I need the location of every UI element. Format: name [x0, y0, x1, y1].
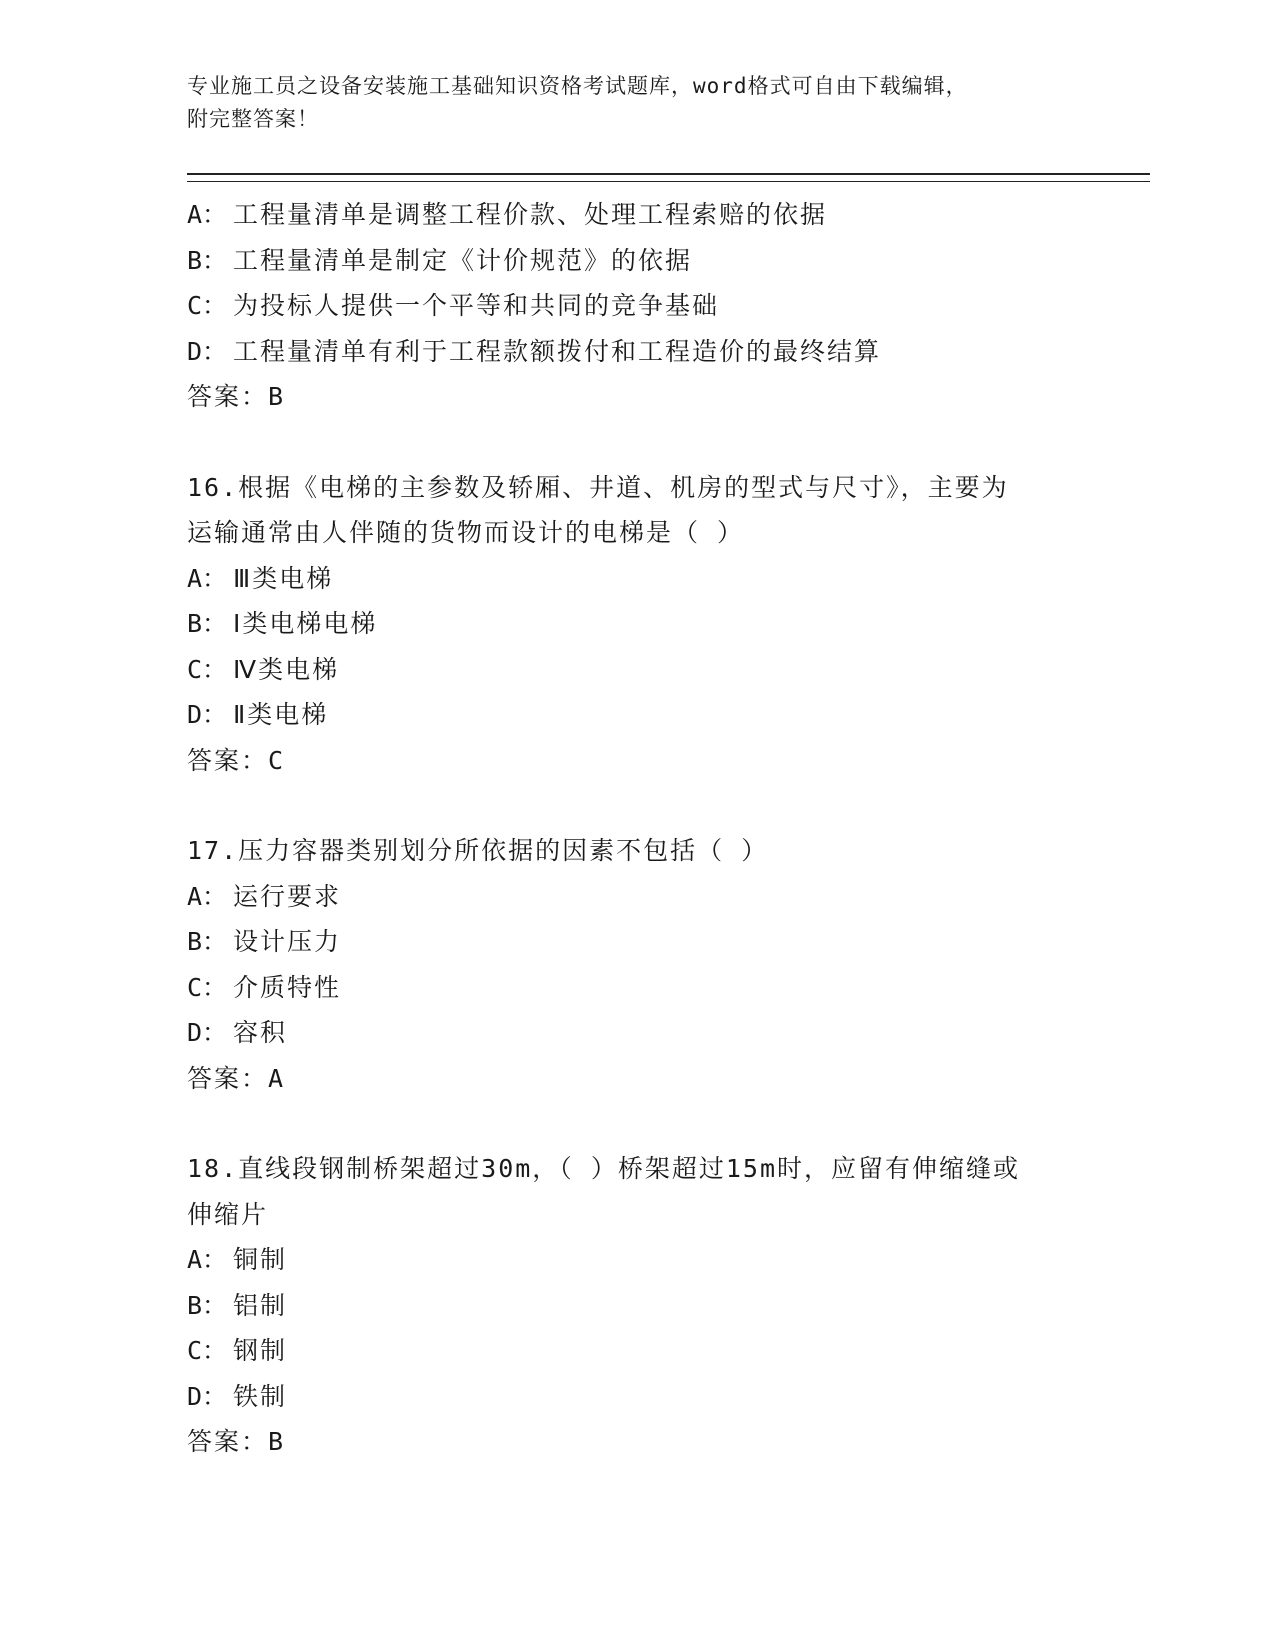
- option-letter: B：: [187, 609, 228, 638]
- option-text: 容积: [233, 1018, 288, 1047]
- option-letter: B：: [187, 1290, 228, 1320]
- option-letter: D：: [187, 1018, 228, 1047]
- question-text-line-1: 18.直线段钢制桥架超过30m，（ ）桥架超过15m时，应留有伸缩缝或: [187, 1154, 1021, 1183]
- answer-line: [187, 738, 1147, 784]
- document-page: [187, 70, 1147, 1465]
- answer-label: 答案：: [187, 1063, 269, 1093]
- option-text: 工程量清单是制定《计价规范》的依据: [233, 245, 693, 275]
- option-text: 钢制: [233, 1336, 288, 1365]
- option-letter: D：: [187, 700, 228, 729]
- option-text: Ⅳ类电梯: [233, 654, 340, 684]
- question-16: [187, 465, 1147, 784]
- option-b: [187, 601, 1147, 647]
- option-letter: A：: [187, 200, 228, 229]
- option-text: 设计压力: [233, 927, 342, 956]
- option-letter: B：: [187, 245, 228, 275]
- option-letter: C：: [187, 1336, 228, 1365]
- option-letter: A：: [187, 1245, 228, 1274]
- option-letter: D：: [187, 336, 228, 366]
- option-text: 介质特性: [233, 972, 342, 1002]
- header-divider: [187, 173, 1150, 182]
- option-c: [187, 283, 1147, 329]
- option-c: [187, 1328, 1147, 1374]
- option-d: [187, 1010, 1147, 1056]
- answer-line: [187, 1419, 1147, 1465]
- answer-value: B: [268, 382, 284, 411]
- option-letter: C：: [187, 654, 228, 684]
- question-15-options: [187, 192, 1147, 420]
- option-text: 运行要求: [233, 881, 342, 911]
- answer-value: C: [268, 745, 284, 775]
- option-letter: A：: [187, 563, 228, 593]
- option-text: 铁制: [233, 1381, 288, 1411]
- option-d: [187, 692, 1147, 738]
- option-b: [187, 238, 1147, 284]
- option-c: [187, 647, 1147, 693]
- option-text: 铝制: [233, 1290, 288, 1320]
- question-text-line-2: 运输通常由人伴随的货物而设计的电梯是（ ）: [187, 518, 745, 547]
- answer-line: [187, 374, 1147, 420]
- question-text-line-1: 17.压力容器类别划分所依据的因素不包括（ ）: [187, 836, 769, 865]
- answer-line: [187, 1056, 1147, 1102]
- option-text: 为投标人提供一个平等和共同的竞争基础: [233, 291, 720, 320]
- option-d: [187, 1374, 1147, 1420]
- answer-label: 答案：: [187, 745, 269, 775]
- option-a: [187, 1237, 1147, 1283]
- document-header: [187, 70, 1147, 136]
- option-text: 工程量清单有利于工程款额拨付和工程造价的最终结算: [233, 336, 882, 366]
- question-17: [187, 828, 1147, 1101]
- header-line-1: 专业施工员之设备安装施工基础知识资格考试题库，word格式可自由下载编辑，: [187, 74, 968, 98]
- option-letter: C：: [187, 972, 228, 1002]
- option-text: Ⅱ类电梯: [233, 700, 329, 729]
- answer-label: 答案：: [187, 382, 269, 411]
- question-text-line-1: 16.根据《电梯的主参数及轿厢、井道、机房的型式与尺寸》，主要为: [187, 472, 1009, 502]
- option-letter: A：: [187, 881, 228, 911]
- option-text: Ⅰ类电梯电梯: [233, 609, 378, 638]
- option-b: [187, 1283, 1147, 1329]
- header-line-2: 附完整答案！: [187, 107, 319, 131]
- option-b: [187, 919, 1147, 965]
- option-a: [187, 556, 1147, 602]
- option-letter: D：: [187, 1381, 228, 1411]
- option-a: [187, 874, 1147, 920]
- option-c: [187, 965, 1147, 1011]
- answer-value: A: [268, 1063, 284, 1093]
- option-text: 铜制: [233, 1245, 288, 1274]
- option-d: [187, 329, 1147, 375]
- option-letter: B：: [187, 927, 228, 956]
- option-text: Ⅲ类电梯: [233, 563, 334, 593]
- answer-value: B: [268, 1427, 284, 1456]
- question-18: [187, 1146, 1147, 1465]
- option-a: [187, 192, 1147, 238]
- option-letter: C：: [187, 291, 228, 320]
- question-text-line-2: 伸缩片: [187, 1199, 269, 1229]
- option-text: 工程量清单是调整工程价款、处理工程索赔的依据: [233, 200, 828, 229]
- answer-label: 答案：: [187, 1427, 269, 1456]
